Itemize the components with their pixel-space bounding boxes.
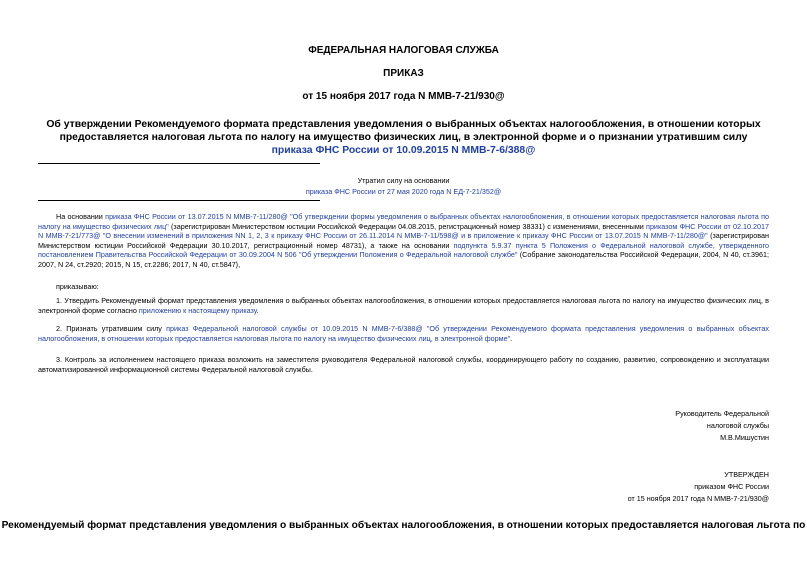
signature-block: [500, 408, 769, 444]
signature-line-3: М.В.Мишустин: [720, 433, 769, 442]
status-block: [0, 187, 807, 197]
preamble-link-regulation-506[interactable]: подпункта 5.9.37 пункта 5 Положения о Федеральной налоговой службе, утвержденного постановлением Правительства Российской Федерации от 30.09.2004 N 506 "Об утверждении Положения о Федеральной налоговой службе": [38, 240, 769, 260]
doc-type-heading: ПРИКАЗ: [383, 68, 424, 79]
doc-date-number: от 15 ноября 2017 года N ММВ-7-21/930@: [302, 91, 505, 102]
order-word: приказываю:: [56, 282, 99, 291]
preamble-paragraph: [38, 212, 769, 270]
preamble-text-1: На основании: [56, 212, 106, 221]
format-title: Рекомендуемый формат представления уведомления о выбранных объектах налогообложения, в отношении которых предоставляется налоговая льгота по: [1, 520, 806, 531]
agency-heading: ФЕДЕРАЛЬНАЯ НАЛОГОВАЯ СЛУЖБА: [308, 45, 499, 56]
title-text: Об утверждении Рекомендуемого формата представления уведомления о выбранных объектах налогообложения, в отношении которых предоставляется налоговая льгота по налогу на имущество физических лиц, в электронной форме и о признании утратившим силу: [46, 119, 761, 143]
preamble-link-order-280[interactable]: приказа ФНС России от 13.07.2015 N ММВ-7-11/280@ "Об утверждении формы уведомления о выбранных объектах налогообложения, в отношении которых предоставляется налоговая льгота по налогу на имущество физических лиц": [38, 212, 769, 231]
document-title: [38, 118, 769, 157]
divider-top: [38, 163, 320, 164]
item-2: [38, 324, 769, 343]
approval-line-1: УТВЕРЖДЕН: [724, 470, 769, 479]
title-repealed-order-link[interactable]: приказа ФНС России от 10.09.2015 N ММВ-7-6/388@: [271, 145, 536, 156]
divider-bottom: [38, 200, 320, 201]
signature-line-2: налоговой службы: [706, 421, 769, 430]
item-1-text: 1. Утвердить Рекомендуемый формат представления уведомления о выбранных объектах налогообложения, в отношении которых предоставляется налоговая льгота по налогу на имущество физических лиц, в электронной форме согласно: [38, 296, 769, 315]
item-1-end: .: [256, 305, 259, 315]
signature-line-1: Руководитель Федеральной: [675, 409, 769, 418]
status-revoking-order-link[interactable]: приказа ФНС России от 27 мая 2020 года N ЕД-7-21/352@: [305, 187, 502, 196]
preamble-link-order-773[interactable]: приказом ФНС России от 02.10.2017 N ММВ-7-21/773@ "О внесении изменений в приложения NN 1, 2, 3 к приказу ФНС России от 26.11.2014 N ММВ-7-11/598@ и в приложение к приказу ФНС России от 13.07.2015 N ММВ-7-11/280@": [38, 221, 769, 241]
item-1: [38, 296, 769, 315]
approval-block: [500, 469, 769, 505]
preamble-text-3: (зарегистрирован Министерством юстиции Российской Федерации 30.10.2017, регистрационный номер 48731), а также на основании: [38, 231, 769, 250]
status-label: Утратил силу на основании: [357, 176, 450, 185]
approval-line-2: приказом ФНС России: [694, 482, 769, 491]
item-3: 3. Контроль за исполнением настоящего приказа возложить на заместителя руководителя Федеральной налоговой службы, координирующего работу по созданию, развитию, сопровождению и эксплуатации автоматизированной информационной системы Федеральной налоговой службы.: [38, 355, 769, 374]
preamble-text-4: (Собрание законодательства Российской Федерации, 2004, N 40, ст.3961; 2007, N 24, ст.2920; 2015, N 15, ст.2286; 2017, N 40, ст.5847),: [38, 250, 769, 269]
item-2-end: .: [510, 333, 513, 343]
approval-line-3: от 15 ноября 2017 года N ММВ-7-21/930@: [627, 494, 769, 503]
preamble-text-2: (зарегистрирован Министерством юстиции Российской Федерации 04.08.2015, регистрационный номер 38331) с изменениями, внесенными: [168, 221, 647, 231]
repealed-order-388-link[interactable]: приказ Федеральной налоговой службы от 10.09.2015 N ММВ-7-6/388@ "Об утверждении Рекомендуемого формата представления уведомления о выбранных объектах налогообложения, в отношении которых предоставляется налоговая льгота по налогу на имущество физических лиц, в электронной форме": [38, 324, 769, 343]
appendix-link[interactable]: приложению к настоящему приказу: [138, 305, 257, 315]
item-2-text: 2. Признать утратившим силу: [56, 324, 167, 333]
